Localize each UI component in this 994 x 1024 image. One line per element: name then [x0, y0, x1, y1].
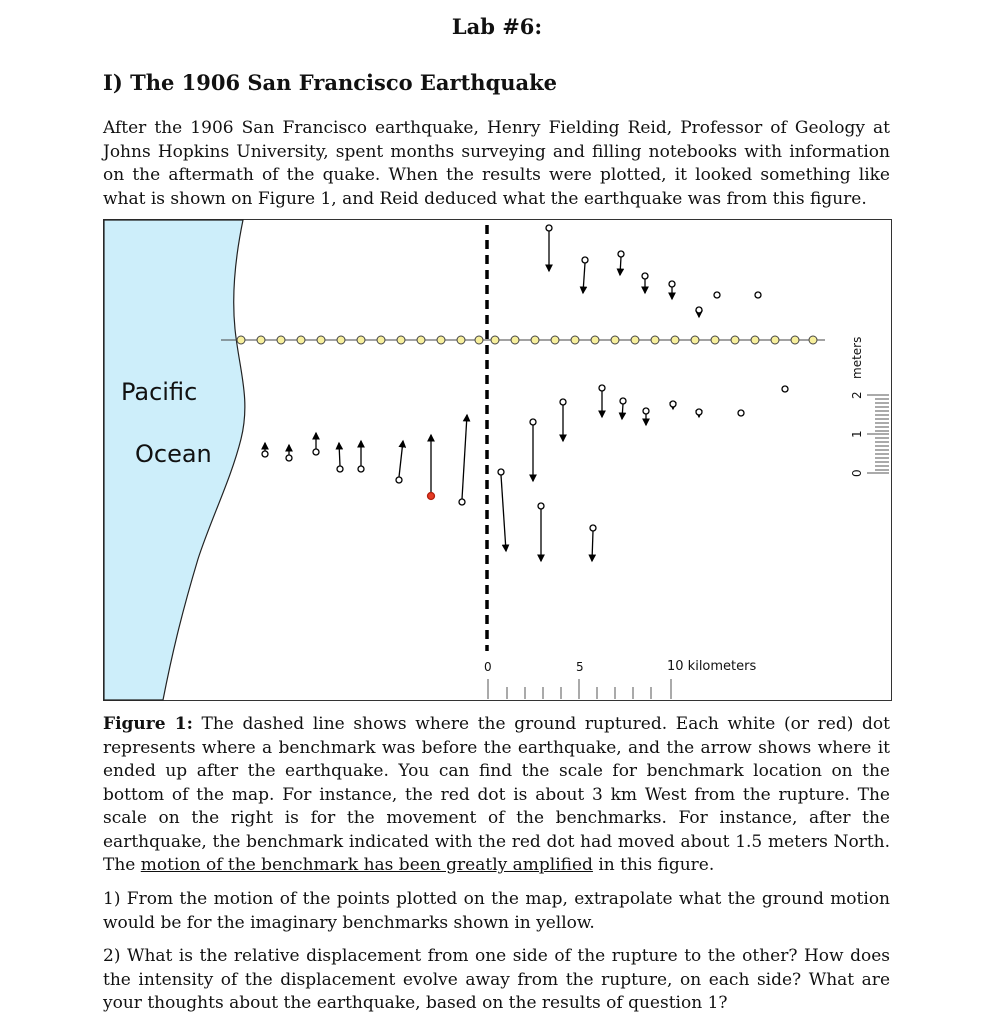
yellow-benchmark — [357, 336, 365, 344]
yellow-benchmark — [771, 336, 779, 344]
scale-tick-0: 0 — [484, 660, 492, 674]
question-2: 2) What is the relative displacement from one side of the rupture to the other? How does the intensity of the displacement evolve away from the rupture, on each side? What are your thoughts about the earthquake, based on the results of question 1? — [103, 946, 890, 1013]
benchmark — [782, 386, 788, 392]
yellow-benchmark — [297, 336, 305, 344]
caption-text-part-1: The dashed line shows where the ground ruptured. Each white (or red) dot represents where a benchmark was before the earthquake, and the arrow shows where it ended up after the earthquake. You can find the scale for benchmark location on the bottom of the map. For instance, the red dot is about 3 km West from the rupture. The scale on the right is for the movement of the benchmarks. For instance, after the earthquake, the benchmark indicated with the red dot had moved about 1.5 meters North. The — [103, 714, 890, 875]
yellow-benchmark — [457, 336, 465, 344]
yellow-benchmark — [711, 336, 719, 344]
yellow-benchmark — [417, 336, 425, 344]
ocean-label-pacific: Pacific — [121, 378, 198, 406]
section-heading: I) The 1906 San Francisco Earthquake — [103, 70, 558, 95]
lab-title: Lab #6: — [451, 14, 543, 39]
yellow-benchmark — [237, 336, 245, 344]
benchmark — [755, 292, 761, 298]
yellow-benchmark — [397, 336, 405, 344]
yellow-benchmark — [791, 336, 799, 344]
motion-scale-tick-0: 0 — [850, 469, 864, 477]
yellow-benchmark — [591, 336, 599, 344]
yellow-benchmark — [475, 336, 483, 344]
question-1: 1) From the motion of the points plotted on the map, extrapolate what the ground motion would be for the imaginary benchmarks shown in yellow. — [103, 889, 890, 933]
caption-label: Figure 1: — [103, 714, 193, 734]
motion-scale-tick-1: 1 — [850, 430, 864, 438]
yellow-benchmark — [437, 336, 445, 344]
yellow-benchmark — [691, 336, 699, 344]
yellow-benchmark — [671, 336, 679, 344]
benchmark — [738, 410, 744, 416]
scale-tick-10: 10 kilometers — [667, 659, 757, 674]
benchmark — [714, 292, 720, 298]
yellow-benchmark — [317, 336, 325, 344]
yellow-benchmark — [337, 336, 345, 344]
red-benchmark — [428, 493, 435, 500]
motion-scale-unit: meters — [850, 336, 864, 379]
yellow-benchmark — [651, 336, 659, 344]
yellow-benchmark — [551, 336, 559, 344]
yellow-benchmark — [731, 336, 739, 344]
figure-1-map — [103, 219, 892, 701]
ocean-label-ocean: Ocean — [135, 440, 212, 468]
yellow-benchmark — [531, 336, 539, 344]
scale-tick-5: 5 — [576, 660, 584, 674]
yellow-benchmark — [511, 336, 519, 344]
yellow-benchmark — [571, 336, 579, 344]
intro-paragraph: After the 1906 San Francisco earthquake, Henry Fielding Reid, Professor of Geology at Johns Hopkins University, spent months surveying and filling notebooks with information on the aftermath of the quake. When the results were plotted, it looked something like what is shown on Figure 1, and Reid deduced what the earthquake was from this figure. — [103, 118, 890, 209]
yellow-benchmark — [277, 336, 285, 344]
caption-text-part-2: in this figure. — [592, 855, 715, 875]
yellow-benchmark — [611, 336, 619, 344]
figure-caption — [103, 713, 890, 878]
yellow-benchmark — [631, 336, 639, 344]
yellow-benchmark — [491, 336, 499, 344]
yellow-benchmark — [751, 336, 759, 344]
caption-underlined-text: motion of the benchmark has been greatly amplified — [140, 855, 593, 875]
yellow-benchmark — [377, 336, 385, 344]
yellow-benchmark — [257, 336, 265, 344]
yellow-benchmark — [809, 336, 817, 344]
motion-scale-tick-2: 2 — [850, 391, 864, 399]
